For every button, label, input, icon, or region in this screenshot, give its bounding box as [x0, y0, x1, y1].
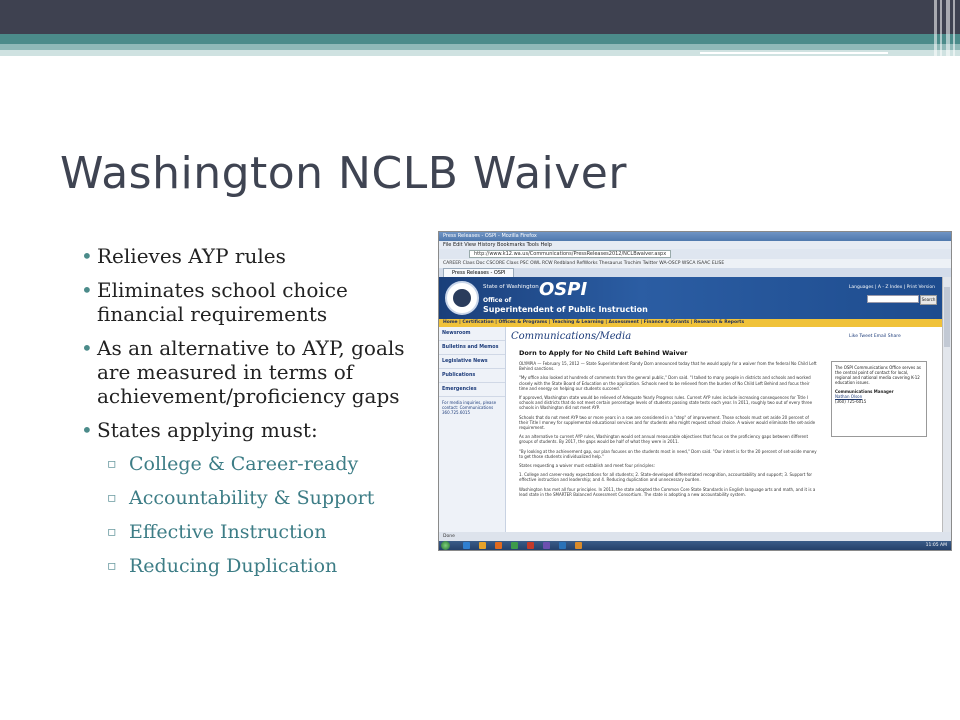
- taskbar-app-icon: [527, 542, 534, 549]
- taskbar-app-icon: [463, 542, 470, 549]
- taskbar-app-icon: [479, 542, 486, 549]
- scrollbar: [942, 277, 951, 541]
- taskbar-clock: 11:05 AM: [925, 543, 947, 548]
- decor-line: [700, 52, 888, 54]
- menu-bar: File Edit View History Bookmarks Tools Help: [439, 241, 951, 249]
- bullet-item: • Relieves AYP rules: [77, 244, 437, 268]
- sub-bullet-item: ▫ College & Career-ready: [77, 452, 437, 476]
- info-box: [831, 361, 927, 437]
- slide-title: Washington NCLB Waiver: [60, 148, 627, 199]
- url-field: http://www.k12.wa.us/Communications/PressReleases2012/NCLBwaiver.aspx: [469, 250, 671, 258]
- top-band: [0, 0, 960, 34]
- article-headline: Dorn to Apply for No Child Left Behind Waiver: [519, 349, 688, 357]
- site-nav: Home | Certification | Offices & Programs | Teaching & Learning | Assessment | Finance & iGrants | Research & Reports: [439, 319, 943, 327]
- bookmarks-bar: CAREER Claxs Doc CSCORE Claxs PSC OWL RCW Redbland RefWorks Thesaurus Trochim Twitter WA-OSCP WSCA ISAAC ELISE: [439, 259, 951, 268]
- taskbar-app-icon: [543, 542, 550, 549]
- state-seal-icon: [445, 281, 479, 315]
- taskbar-app-icon: [511, 542, 518, 549]
- sub-bullet-item: ▫ Reducing Duplication: [77, 554, 437, 578]
- article-paragraph: If approved, Washington state would be relieved of Adequate Yearly Progress rules. Current AYP rules include increasing consequences for Title I schools and districts that do not meet certain percentage levels of students passing state tests each year. In 2011, roughly two out of every three schools in Washington did not meet AYP.: [519, 395, 813, 411]
- decor-bar: [940, 0, 942, 64]
- sidebar-note: For media inquiries, please contact: Communications 360.725.6015: [442, 400, 497, 415]
- taskbar-app-icon: [559, 542, 566, 549]
- sidebar-item: Publications: [439, 369, 505, 383]
- bullet-item: • As an alternative to AYP, goals are measured in terms of achievement/proficiency gaps: [77, 336, 437, 408]
- bullet-item: • Eliminates school choice financial requirements: [77, 278, 437, 326]
- decor-bar: [934, 0, 937, 64]
- status-bar: Done: [439, 532, 951, 541]
- article-paragraph: States requesting a waiver must establish and meet four principles:: [519, 463, 655, 469]
- share-links: Like Tweet Email Share: [849, 334, 901, 339]
- taskbar-app-icon: [495, 542, 502, 549]
- decor-bar: [953, 0, 955, 64]
- article-body: [519, 361, 819, 501]
- sidebar-item: Bulletins and Memos: [439, 341, 505, 355]
- browser-screenshot: [438, 231, 952, 551]
- banner-state: State of Washington: [483, 284, 539, 290]
- sub-bullet-item: ▫ Effective Instruction: [77, 520, 437, 544]
- scrollbar-thumb: [944, 287, 950, 347]
- banner-search-input: [867, 295, 919, 303]
- window-title: Press Releases - OSPI - Mozilla Firefox: [439, 232, 951, 241]
- info-phone: (360) 725-6015: [835, 399, 867, 404]
- banner-ospi-logo: OSPI: [539, 279, 588, 300]
- banner-search-button: Search: [920, 295, 937, 305]
- sidebar-item: Emergencies: [439, 383, 505, 397]
- tab-press-releases: Press Releases - OSPI: [443, 268, 514, 278]
- decor-bar: [946, 0, 950, 64]
- ospi-banner: [439, 277, 943, 319]
- article-paragraph: "My office also looked at hundreds of comments from the general public," Dorn said. "I talked to many people in districts and schools and worked closely with the State Board of Education on the application. Schools need to be relieved from the burden of No Child Left Behind and focus their time and energy on helping our students succeed.": [519, 375, 811, 391]
- decor-line: [0, 60, 775, 62]
- bullet-list: [77, 244, 437, 588]
- section-heading: Communications/Media: [511, 331, 632, 342]
- teal-stripe: [0, 34, 960, 44]
- windows-taskbar: [439, 541, 951, 550]
- sub-bullet-item: ▫ Accountability & Support: [77, 486, 437, 510]
- site-sidebar: [439, 327, 506, 541]
- article-paragraph: 1. College and career-ready expectations for all students; 2. State-developed differentiated recognition, accountability and support; 3. Support for effective instruction and leadership; and 4. Reducing duplication and unnecessary burden.: [519, 472, 813, 483]
- info-text: The OSPI Communications Office serves as the central point of contact for local, regional and national media covering K-12 education issues.: [835, 365, 921, 385]
- banner-office-line1: Office of: [483, 297, 512, 304]
- tab-bar: [439, 268, 951, 277]
- start-button-icon: [441, 541, 450, 550]
- article-paragraph: "By looking at the achievement gap, our plan focuses on the students most in need," Dorn said. "Our intent is for the 20 percent of set-aside money to get those students individualized help.": [519, 448, 817, 459]
- info-manager-label: Communications Manager: [835, 389, 894, 394]
- banner-office-line2: Superintendent of Public Instruction: [483, 305, 648, 314]
- taskbar-app-icon: [575, 542, 582, 549]
- sidebar-item: Newsroom: [439, 327, 505, 341]
- address-bar: [439, 249, 951, 259]
- bullet-item: • States applying must:: [77, 418, 437, 442]
- web-page: [439, 277, 943, 541]
- sidebar-item: Legislative News: [439, 355, 505, 369]
- article-paragraph: OLYMPIA — February 15, 2012 — State Superintendent Randy Dorn announced today that he would apply for a waiver from the federal No Child Left Behind sanctions.: [519, 361, 817, 372]
- article-paragraph: Washington has met all four principles. In 2011, the state adopted the Common Core State Standards in English language arts and math, and it is a lead state in the SMARTER Balanced Assessment Consortium. The state is adopting a new accountability system.: [519, 486, 816, 497]
- article-paragraph: As an alternative to current AYP rules, Washington would set annual measurable objectives that focus on the proficiency gaps between different groups of students. By 2017, the gaps would be half of what they were in 2011.: [519, 434, 809, 445]
- article-paragraph: Schools that do not meet AYP two or more years in a row are considered in a "step" of improvement. Those schools must set aside 20 percent of their Title I money for supplemental educational services and for students who might request school choice. A waiver would eliminate the set-aside requirement.: [519, 414, 816, 431]
- info-manager-name: Nathan Olson: [835, 394, 863, 399]
- banner-links: Languages | A - Z Index | Print Version: [848, 285, 935, 290]
